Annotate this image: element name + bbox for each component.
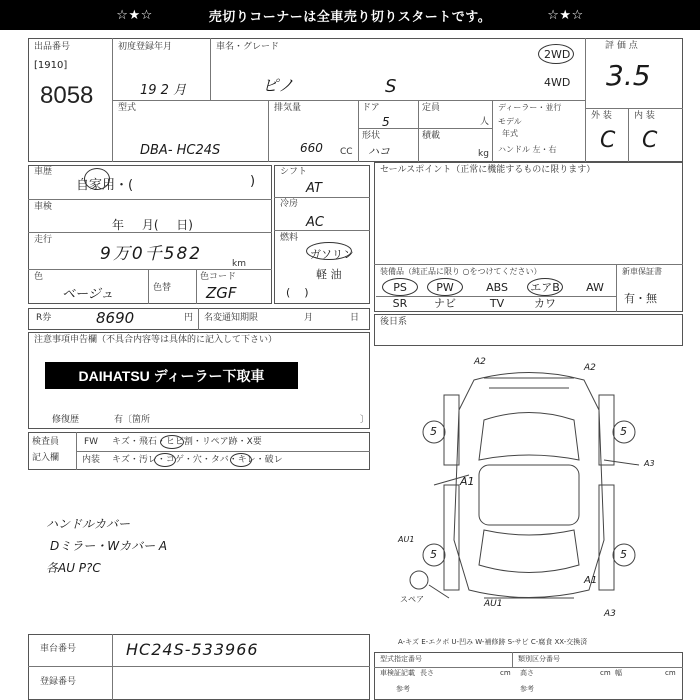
repair-label: 修復歴 (52, 415, 80, 425)
history-label: 車歴 (34, 167, 53, 177)
equip-aw: AW (586, 281, 604, 294)
equip-abs: ABS (486, 281, 508, 294)
fuel-diesel: 軽 油 (316, 268, 342, 281)
chassis-value: HC24S-533966 (126, 640, 259, 659)
bottom-d: 参考 (520, 685, 534, 693)
history-value: 自家用・( (76, 178, 134, 193)
cap-unit: 人 (480, 117, 490, 127)
color-label: 色 (34, 272, 44, 282)
hw-note-1: ハンドルカバー (46, 517, 131, 531)
disp-label: 排気量 (274, 103, 302, 113)
dealer-label: ディーラー・並行 (498, 103, 562, 112)
dealer-model: モデル (498, 117, 522, 126)
regno-label: 登録番号 (40, 677, 77, 687)
car-name: ピノ (262, 76, 294, 95)
shape-label: 形状 (362, 131, 381, 141)
car-outline (374, 350, 683, 630)
grade-label: 評 価 点 (605, 41, 638, 51)
drive-2wd: 2WD (544, 48, 571, 61)
int-label: 内 装 (634, 111, 655, 121)
dealer-banner: DAIHATSU ディーラー下取車 (45, 362, 298, 389)
notes-label: 注意事項申告欄（不具合内容等は具体的に記入して下さい） (34, 335, 278, 345)
recycle-value: 8690 (96, 309, 135, 327)
doors-label: ドア (362, 103, 380, 113)
disp-unit: CC (340, 147, 353, 157)
mark-a3: A3 (604, 609, 616, 619)
lot-label: 出品番号 (34, 42, 71, 52)
bottom-f: 長さ (420, 669, 434, 677)
after-block (374, 314, 683, 346)
name-label: 車名・グレード (216, 42, 280, 52)
chip-circle (160, 435, 184, 449)
equip-tv: TV (489, 297, 505, 310)
fuel-paren: ( ) (286, 286, 309, 299)
dealer-handle: ハンドル 左・右 (498, 145, 557, 154)
shift-label: シフト (280, 167, 308, 177)
shaken-label: 車検 (34, 202, 53, 212)
equip-sr: SR (392, 297, 408, 310)
grade-score: 3.5 (606, 59, 651, 92)
reg-label: 初度登録年月 (118, 42, 173, 52)
mark-a1-1: A1 (460, 475, 475, 488)
fw-head: FW (84, 437, 99, 447)
banner-stars-left: ☆★☆ (116, 7, 153, 23)
stain-circle (154, 453, 176, 467)
warranty-value: 有・無 (624, 292, 657, 305)
bottom-a: 型式指定番号 (380, 655, 422, 663)
model-label: 型式 (118, 103, 137, 113)
ac-value: AC (306, 215, 324, 230)
tire-fl: 5 (430, 425, 437, 438)
sales-label: セールスポイント（正常に機能するものに限ります） (380, 165, 596, 175)
model-value: DBA- HC24S (140, 143, 221, 158)
bottom-k: cm (665, 669, 676, 677)
warranty-label: 新車保証書 (622, 267, 662, 276)
equip-ps: PS (393, 281, 407, 294)
inspector-label-1: 検査員 (32, 437, 60, 447)
bottom-g: cm (500, 669, 511, 677)
load-unit: kg (478, 149, 489, 159)
color-change-label: 色替 (153, 283, 172, 293)
car-grade: S (385, 76, 397, 97)
color-code-label: 色コード (200, 272, 237, 282)
color-code: ZGF (206, 284, 237, 302)
history-close: ) (250, 174, 256, 189)
after-label: 後日系 (380, 317, 408, 327)
tire-rl: 5 (430, 548, 437, 561)
banner-stars-right: ☆★☆ (547, 7, 584, 23)
bottom-e: 車検証記載 (380, 669, 415, 677)
interior-items: キズ・汚レ・コゲ・穴・タバ・キレ・破レ (112, 455, 283, 465)
bottom-i: cm (600, 669, 611, 677)
bottom-h: 高さ (520, 669, 534, 677)
recycle-row (28, 308, 370, 330)
inspector-label-2: 記入欄 (32, 453, 60, 463)
bottom-j: 幅 (615, 669, 622, 677)
ext-grade: C (600, 128, 616, 153)
reg-value: 19 2 月 (140, 83, 187, 98)
mileage-value: 9万0千582 (100, 244, 203, 264)
repair-value: 有〔箇所 (114, 415, 151, 425)
ac-label: 冷房 (280, 199, 299, 209)
repair-close: 〕 (360, 415, 370, 425)
lot-number: 8058 (40, 82, 94, 109)
shape-value: ハコ (368, 145, 390, 158)
mileage-unit: km (232, 259, 246, 269)
banner-text: 売切りコーナーは全車売り切りスタートです。 (208, 9, 492, 25)
equip-leather: カワ (534, 297, 556, 310)
shift-value: AT (306, 181, 322, 196)
spare-label: スペア (400, 595, 424, 604)
equip-pw: PW (436, 281, 454, 294)
notice-day: 日 (350, 313, 360, 323)
diagram-legend: A-キズ E-エクボ U-凹み W-補修跡 S-サビ C-腐食 XX-交換済 (398, 638, 588, 646)
car-diagram (374, 350, 683, 630)
shaken-value: 年 月( 日) (112, 218, 193, 232)
mileage-label: 走行 (34, 235, 53, 245)
mark-au1: AU1 (484, 599, 503, 609)
notice-month: 月 (304, 313, 314, 323)
mark-au1-left: AU1 (398, 535, 415, 544)
equip-navi: ナビ (434, 297, 456, 310)
chassis-label: 車台番号 (40, 644, 77, 654)
fw-items: キズ・飛石・ヒビ割・リペア跡・X要 (112, 437, 262, 447)
ext-label: 外 装 (591, 111, 612, 121)
doors-value: 5 (382, 115, 390, 129)
equip-airbag: エアB (530, 281, 560, 294)
interior-head: 内装 (82, 455, 101, 465)
load-label: 積載 (422, 131, 441, 141)
dealer-year: 年式 (502, 129, 518, 138)
tire-fr: 5 (620, 425, 627, 438)
mark-a1-2: A1 (584, 575, 598, 586)
bottom-c: 参考 (396, 685, 410, 693)
mark-a2-2: A2 (584, 363, 596, 373)
hw-note-3: 各AU P?C (46, 561, 101, 575)
fuel-label: 燃料 (280, 233, 299, 243)
color-value: ベージュ (62, 287, 114, 302)
recycle-unit: 円 (184, 313, 194, 323)
mark-a2-1: A2 (474, 357, 486, 367)
tire-rr: 5 (620, 548, 627, 561)
disp-value: 660 (300, 141, 323, 155)
fuel-gas: ガソリン (310, 248, 354, 261)
tobacco-circle (230, 453, 252, 467)
bottom-b: 類別区分番号 (518, 655, 560, 663)
drive-4wd: 4WD (544, 76, 571, 89)
equipment-label: 装備品（純正品に限り ○をつけてください） (380, 267, 542, 276)
int-grade: C (642, 128, 658, 153)
airbag-circle (527, 278, 563, 296)
cap-label: 定員 (422, 103, 441, 113)
pw-circle (427, 278, 463, 296)
hw-note-2: Dミラー・Wカバー A (50, 539, 168, 553)
ps-circle (382, 278, 418, 296)
mark-au3: A3 (644, 459, 655, 468)
recycle-label: R券 (36, 313, 52, 323)
top-banner (0, 0, 700, 30)
notice-label: 名変通知期限 (204, 313, 259, 323)
lot-code: [1910] (34, 60, 68, 71)
